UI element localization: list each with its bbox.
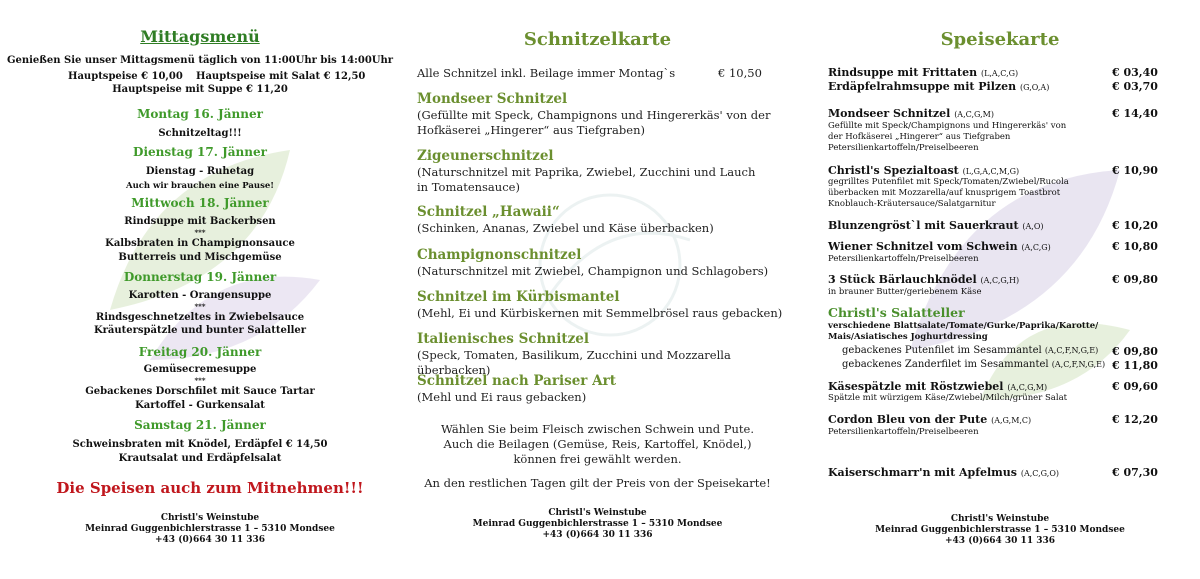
note-line: Auch die Beilagen (Gemüse, Reis, Kartoffel, Knödel,) [443,437,752,451]
schnitzel-name: Italienisches Schnitzel [417,331,589,347]
menu-item-price: € 10,80 [1112,240,1158,253]
schnitzel-column [400,0,795,579]
menu-item-desc: Petersilienkartoffeln/Preiselbeeren [828,254,979,264]
dish-name: Erdäpfelrahmsuppe mit Pilzen [828,80,1017,93]
menu-item-price: € 10,90 [1112,164,1158,177]
allergens: (A,C,F,N,G,E) [1044,346,1099,355]
dish-line: Gebackenes Dorschfilet mit Sauce Tartar [85,386,315,397]
menu-item-price: € 07,30 [1112,466,1158,479]
allergens: (L,A,C,G) [980,69,1019,78]
price-soup: Hauptspeise mit Suppe € 11,20 [112,84,288,95]
salad-option [842,359,1122,371]
allergens: (A,C,G,O) [1020,469,1059,478]
dish-name: Cordon Bleu von der Pute [828,413,988,426]
day-heading: Mittwoch 18. Jänner [131,196,269,210]
allergens: (A,C,G,M) [1007,383,1048,392]
allergens: (A,C,G,M) [954,110,994,119]
schnitzel-desc: (Gefüllte mit Speck, Champignons und Hingererkäs' von der Hofkäserei „Hingerer“ aus Tiefgraben) [417,108,771,137]
footer-phone: +43 (0)664 30 11 336 [155,535,265,545]
speisekarte-column [800,0,1200,579]
takeaway-notice: Die Speisen auch zum Mitnehmen!!! [56,479,364,497]
separator: *** [194,376,206,385]
price-main: Hauptspeise € 10,00 [68,71,183,82]
salad-option-name: gebackenes Putenfilet im Sesammantel [842,345,1042,356]
menu-item-name [828,380,1158,394]
schnitzel-name: Schnitzel im Kürbismantel [417,289,620,305]
dish-name: Kaiserschmarr'n mit Apfelmus [828,466,1017,479]
schnitzel-name: Schnitzel nach Pariser Art [417,373,616,389]
schnitzel-name: Schnitzel „Hawaii“ [417,204,560,220]
lunch-title: Mittagsmenü [140,27,260,46]
schnitzel-title: Schnitzelkarte [523,29,672,50]
dish-name: 3 Stück Bärlauchknödel [828,273,977,286]
schnitzel-desc: (Naturschnitzel mit Zwiebel, Champignon und Schlagobers) [417,264,769,278]
menu-item-desc: Spätzle mit würzigem Käse/Zwiebel/Milch/grüner Salat [828,393,1068,403]
menu-item-name [828,413,1158,427]
dish-line: Gemüsecremesuppe [143,364,257,375]
allergens: (A,C,G) [1021,243,1051,252]
menu-item-name [828,466,1158,480]
menu-item-desc: in brauner Butter/geriebenem Käse [828,287,982,297]
dish-name: Christl's Spezialtoast [828,164,959,177]
schnitzel-desc: (Naturschnitzel mit Paprika, Zwiebel, Zucchini und Lauch in Tomatensauce) [417,165,756,194]
lunch-intro: Genießen Sie unser Mittagsmenü täglich von 11:00Uhr bis 14:00Uhr [6,55,394,66]
dish-name: Rindsuppe mit Frittaten [828,66,978,79]
day-heading: Montag 16. Jänner [137,107,263,121]
menu-item-price: € 10,20 [1112,219,1158,232]
dish-name: Mondseer Schnitzel [828,107,951,120]
dish-line: Rindsuppe mit Backerbsen [124,216,276,227]
allergens: (A,C,G,H) [980,276,1020,285]
dish-line: Schnitzeltag!!! [158,128,242,139]
separator: *** [194,302,206,311]
dish-line: Auch wir brauchen eine Pause! [125,181,275,191]
menu-item-desc: Petersilienkartoffeln/Preiselbeeren [828,427,979,437]
dish-name: Käsespätzle mit Röstzwiebel [828,380,1004,393]
dish-line: Schweinsbraten mit Knödel, Erdäpfel € 14,50 [72,439,328,450]
dish-line: Kartoffel - Gurkensalat [135,400,265,411]
menu-item-name [828,240,1158,254]
schnitzel-intro-price: € 10,50 [718,66,762,80]
footer [0,513,420,546]
schnitzel-name: Champignonschnitzel [417,247,582,263]
separator: *** [194,228,206,237]
price-salad: Hauptspeise mit Salat € 12,50 [196,71,366,82]
menu-item-name [828,66,1158,80]
menu-item-price: € 09,60 [1112,380,1158,393]
footer [800,514,1200,547]
note-line: Wählen Sie beim Fleisch zwischen Schwein und Pute. [441,422,754,436]
salad-option-price: € 11,80 [1112,359,1158,372]
menu-item-price: € 03,70 [1112,80,1158,93]
menu-item-price: € 03,40 [1112,66,1158,79]
dish-line: Kräuterspätzle und bunter Salatteller [93,325,307,336]
salad-desc: verschiedene Blattsalate/Tomate/Gurke/Paprika/Karotte/ Mais/Asiatisches Joghurtdressing [828,321,1099,342]
menu-item-name [828,273,1158,287]
note-line: An den restlichen Tagen gilt der Preis von der Speisekarte! [424,476,771,490]
schnitzel-notes [400,422,795,467]
menu-item-name [828,219,1158,233]
day-heading: Dienstag 17. Jänner [133,145,267,159]
salad-option-name: gebackenes Zanderfilet im Sesammantel [842,359,1049,370]
footer-name: Christl's Weinstube [160,513,260,523]
schnitzel-desc: (Mehl und Ei raus gebacken) [417,390,587,404]
footer-address: Meinrad Guggenbichlerstrasse 1 – 5310 Mondsee [472,519,723,529]
footer-address: Meinrad Guggenbichlerstrasse 1 – 5310 Mondsee [875,525,1125,535]
speisekarte-title: Speisekarte [940,29,1060,50]
dish-name: Wiener Schnitzel vom Schwein [828,240,1018,253]
menu-item-name [828,164,1158,178]
allergens: (A,O) [1022,222,1044,231]
salad-option-price: € 09,80 [1112,345,1158,358]
allergens: (G,O,A) [1020,83,1050,92]
menu-item-name [828,80,1158,94]
dish-line: Butterreis und Mischgemüse [118,252,282,263]
footer [400,508,795,541]
menu-item-desc: Gefüllte mit Speck/Champignons und Hingererkäs' von der Hofkäserei „Hingerer“ aus Tiefgraben Petersilienkartoffeln/Preiselbeeren [828,121,1067,153]
dish-line: Rindsgeschnetzeltes in Zwiebelsauce [95,312,305,323]
schnitzel-desc: (Schinken, Ananas, Zwiebel und Käse überbacken) [417,221,714,235]
footer-address: Meinrad Guggenbichlerstrasse 1 – 5310 Mondsee [85,524,335,534]
allergens: (L,G,A,C,M,G) [962,167,1020,176]
schnitzel-desc: (Speck, Tomaten, Basilikum, Zucchini und Mozzarella überbacken) [417,348,731,377]
footer-name: Christl's Weinstube [548,508,647,518]
day-heading: Freitag 20. Jänner [138,345,262,359]
menu-item-price: € 12,20 [1112,413,1158,426]
menu-item-desc: gegrilltes Putenfilet mit Speck/Tomaten/Zwiebel/Rucola überbacken mit Mozzarella/auf knusprigem Toastbrot Knoblauch-Kräutersauce/Salatgarnitur [828,177,1069,209]
dish-name: Blunzengröst`l mit Sauerkraut [828,219,1019,232]
schnitzel-intro: Alle Schnitzel inkl. Beilage immer Montag`s [417,66,676,80]
lunch-menu-column [0,0,400,579]
footer-phone: +43 (0)664 30 11 336 [945,536,1055,546]
day-heading: Donnerstag 19. Jänner [123,270,277,284]
salad-option [842,345,1122,357]
schnitzel-name: Zigeunerschnitzel [417,148,554,164]
dish-line: Krautsalat und Erdäpfelsalat [118,453,282,464]
dish-line: Karotten - Orangensuppe [128,290,272,301]
menu-item-price: € 14,40 [1112,107,1158,120]
footer-phone: +43 (0)664 30 11 336 [542,530,653,540]
dish-line: Kalbsbraten in Champignonsauce [105,238,295,249]
allergens: (A,C,F,N,G,E) [1051,360,1106,369]
schnitzel-desc: (Mehl, Ei und Kürbiskernen mit Semmelbrösel raus gebacken) [417,306,783,320]
dish-line: Dienstag - Ruhetag [145,166,255,177]
menu-item-name [828,107,1158,121]
menu-item-price: € 09,80 [1112,273,1158,286]
salad-title: Christl's Salatteller [828,305,965,320]
note-line: können frei gewählt werden. [513,452,682,466]
day-heading: Samstag 21. Jänner [134,418,266,432]
allergens: (A,G,M,C) [991,416,1032,425]
schnitzel-name: Mondseer Schnitzel [417,91,568,107]
footer-name: Christl's Weinstube [950,514,1050,524]
